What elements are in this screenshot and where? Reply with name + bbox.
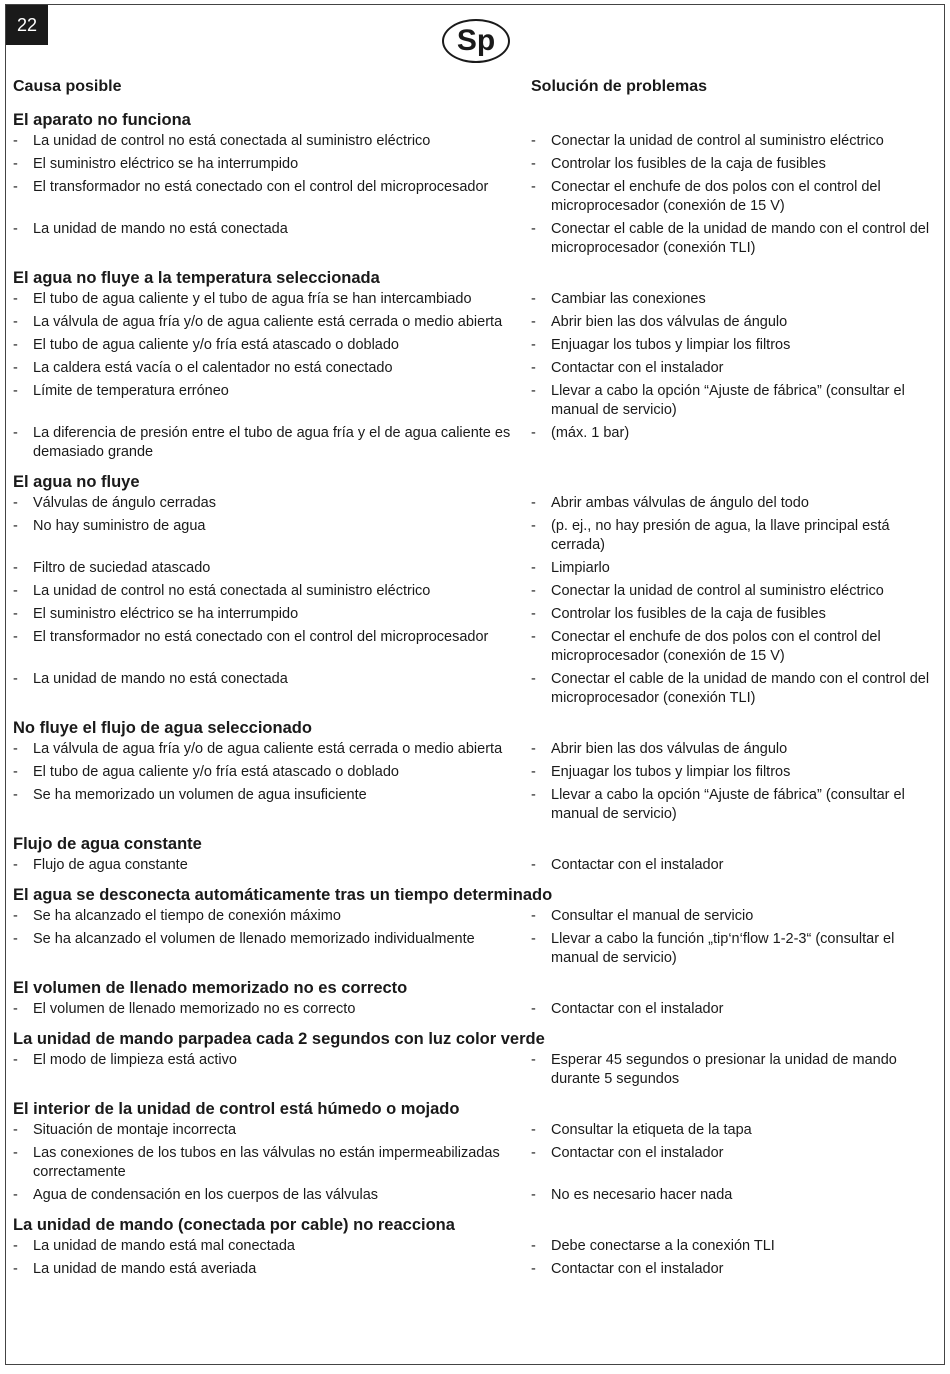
- solution-cell: [531, 786, 933, 824]
- cause-text: El tubo de agua caliente y/o fría está atascado o doblado: [33, 337, 399, 353]
- cause-cell: [13, 1144, 531, 1182]
- bullet-dash: -: [531, 179, 536, 195]
- cause-text: La unidad de control no está conectada al suministro eléctrico: [33, 133, 431, 149]
- table-row: [13, 856, 933, 875]
- solution-text: Abrir ambas válvulas de ángulo del todo: [551, 495, 809, 511]
- bullet-dash: -: [531, 857, 536, 873]
- solution-cell: [531, 740, 933, 759]
- solution-text: Conectar el enchufe de dos polos con el control del microprocesador (conexión de 15 V): [551, 179, 881, 214]
- bullet-dash: -: [531, 908, 536, 924]
- bullet-dash: -: [13, 221, 18, 237]
- table-row: [13, 382, 933, 420]
- bullet-dash: -: [13, 518, 18, 534]
- bullet-dash: -: [531, 156, 536, 172]
- solution-cell: [531, 424, 933, 462]
- table-row: [13, 1260, 933, 1279]
- language-badge: Sp: [442, 19, 510, 63]
- cause-cell: [13, 786, 531, 824]
- solution-cell: [531, 930, 933, 968]
- table-row: [13, 220, 933, 258]
- solution-column-header: Solución de problemas: [531, 78, 708, 95]
- bullet-dash: -: [13, 291, 18, 307]
- bullet-dash: -: [13, 671, 18, 687]
- table-row: [13, 1144, 933, 1182]
- cause-cell: [13, 763, 531, 782]
- cause-text: El volumen de llenado memorizado no es correcto: [33, 1001, 356, 1017]
- solution-cell: [531, 907, 933, 926]
- solution-text: Llevar a cabo la opción “Ajuste de fábrica” (consultar el manual de servicio): [551, 383, 905, 418]
- bullet-dash: -: [531, 1001, 536, 1017]
- bullet-dash: -: [531, 291, 536, 307]
- table-row: [13, 178, 933, 216]
- cause-cell: [13, 740, 531, 759]
- bullet-dash: -: [531, 133, 536, 149]
- solution-text: Llevar a cabo la función „tip‘n‘flow 1-2-3“ (consultar el manual de servicio): [551, 931, 895, 966]
- cause-cell: [13, 559, 531, 578]
- section-title: El volumen de llenado memorizado no es correcto: [13, 979, 408, 997]
- table-row: [13, 628, 933, 666]
- bullet-dash: -: [531, 1238, 536, 1254]
- bullet-dash: -: [531, 671, 536, 687]
- solution-text: Consultar la etiqueta de la tapa: [551, 1122, 752, 1138]
- solution-cell: [531, 670, 933, 708]
- solution-text: Conectar el cable de la unidad de mando con el control del microprocesador (conexión TLI): [551, 671, 930, 706]
- solution-text: (p. ej., no hay presión de agua, la llave principal está cerrada): [551, 518, 890, 553]
- bullet-dash: -: [13, 314, 18, 330]
- cause-text: El tubo de agua caliente y el tubo de agua fría se han intercambiado: [33, 291, 472, 307]
- cause-text: No hay suministro de agua: [33, 518, 206, 534]
- bullet-dash: -: [13, 337, 18, 353]
- cause-text: Flujo de agua constante: [33, 857, 188, 873]
- cause-text: Se ha alcanzado el tiempo de conexión máximo: [33, 908, 341, 924]
- bullet-dash: -: [531, 360, 536, 376]
- bullet-dash: -: [13, 425, 18, 441]
- bullet-dash: -: [531, 764, 536, 780]
- cause-cell: [13, 1000, 531, 1019]
- solution-cell: [531, 856, 933, 875]
- solution-cell: [531, 382, 933, 420]
- solution-cell: [531, 605, 933, 624]
- solution-text: Conectar la unidad de control al suministro eléctrico: [551, 133, 884, 149]
- cause-text: Límite de temperatura erróneo: [33, 383, 229, 399]
- bullet-dash: -: [531, 314, 536, 330]
- cause-cell: [13, 1121, 531, 1140]
- cause-cell: [13, 220, 531, 258]
- bullet-dash: -: [531, 495, 536, 511]
- table-row: [13, 1186, 933, 1205]
- troubleshooting-table: [13, 108, 933, 1283]
- table-row: [13, 359, 933, 378]
- solution-text: No es necesario hacer nada: [551, 1187, 733, 1203]
- cause-cell: [13, 1186, 531, 1205]
- cause-text: La unidad de mando está mal conectada: [33, 1238, 295, 1254]
- section-title: La unidad de mando parpadea cada 2 segundos con luz color verde: [13, 1030, 545, 1048]
- solution-cell: [531, 494, 933, 513]
- cause-text: Situación de montaje incorrecta: [33, 1122, 237, 1138]
- cause-cell: [13, 582, 531, 601]
- bullet-dash: -: [531, 1052, 536, 1068]
- bullet-dash: -: [531, 560, 536, 576]
- bullet-dash: -: [531, 1145, 536, 1161]
- solution-cell: [531, 1237, 933, 1256]
- bullet-dash: -: [13, 764, 18, 780]
- solution-cell: [531, 155, 933, 174]
- cause-cell: [13, 670, 531, 708]
- solution-cell: [531, 1144, 933, 1182]
- bullet-dash: -: [13, 1187, 18, 1203]
- bullet-dash: -: [13, 1052, 18, 1068]
- bullet-dash: -: [13, 1001, 18, 1017]
- bullet-dash: -: [531, 931, 536, 947]
- cause-text: La unidad de mando está averiada: [33, 1261, 257, 1277]
- solution-text: Enjuagar los tubos y limpiar los filtros: [551, 337, 791, 353]
- cause-text: Las conexiones de los tubos en las válvulas no están impermeabilizadas correctamente: [33, 1145, 500, 1180]
- table-row: [13, 930, 933, 968]
- solution-text: Contactar con el instalador: [551, 857, 724, 873]
- solution-text: Llevar a cabo la opción “Ajuste de fábrica” (consultar el manual de servicio): [551, 787, 905, 822]
- table-row: [13, 605, 933, 624]
- section-title: El agua no fluye: [13, 473, 140, 491]
- solution-cell: [531, 628, 933, 666]
- solution-cell: [531, 1260, 933, 1279]
- cause-text: La unidad de mando no está conectada: [33, 671, 288, 687]
- bullet-dash: -: [531, 583, 536, 599]
- bullet-dash: -: [531, 1122, 536, 1138]
- cause-text: El suministro eléctrico se ha interrumpido: [33, 606, 299, 622]
- cause-cell: [13, 907, 531, 926]
- solution-text: Contactar con el instalador: [551, 1001, 724, 1017]
- solution-text: (máx. 1 bar): [551, 425, 630, 441]
- cause-cell: [13, 517, 531, 555]
- solution-text: Controlar los fusibles de la caja de fusibles: [551, 606, 826, 622]
- solution-cell: [531, 290, 933, 309]
- table-row: [13, 1237, 933, 1256]
- cause-cell: [13, 930, 531, 968]
- bullet-dash: -: [531, 606, 536, 622]
- cause-cell: [13, 382, 531, 420]
- bullet-dash: -: [13, 1261, 18, 1277]
- solution-cell: [531, 336, 933, 355]
- solution-text: Conectar la unidad de control al suministro eléctrico: [551, 583, 884, 599]
- solution-cell: [531, 220, 933, 258]
- cause-cell: [13, 1237, 531, 1256]
- cause-cell: [13, 424, 531, 462]
- bullet-dash: -: [13, 156, 18, 172]
- solution-text: Conectar el cable de la unidad de mando con el control del microprocesador (conexión TLI): [551, 221, 930, 256]
- cause-text: La unidad de mando no está conectada: [33, 221, 288, 237]
- solution-cell: [531, 1121, 933, 1140]
- cause-cell: [13, 605, 531, 624]
- section-title: Flujo de agua constante: [13, 835, 202, 853]
- bullet-dash: -: [13, 383, 18, 399]
- table-row: [13, 155, 933, 174]
- cause-cell: [13, 856, 531, 875]
- table-row: [13, 313, 933, 332]
- solution-cell: [531, 559, 933, 578]
- solution-text: Enjuagar los tubos y limpiar los filtros: [551, 764, 791, 780]
- page-number: 22: [6, 5, 48, 45]
- solution-cell: [531, 132, 933, 151]
- bullet-dash: -: [13, 931, 18, 947]
- bullet-dash: -: [13, 360, 18, 376]
- table-row: [13, 132, 933, 151]
- solution-cell: [531, 1000, 933, 1019]
- cause-text: Válvulas de ángulo cerradas: [33, 495, 216, 511]
- solution-text: Consultar el manual de servicio: [551, 908, 754, 924]
- bullet-dash: -: [531, 518, 536, 534]
- solution-text: Contactar con el instalador: [551, 360, 724, 376]
- bullet-dash: -: [531, 221, 536, 237]
- table-row: [13, 494, 933, 513]
- solution-cell: [531, 313, 933, 332]
- bullet-dash: -: [531, 337, 536, 353]
- cause-cell: [13, 1260, 531, 1279]
- cause-cell: [13, 1051, 531, 1089]
- section-title: No fluye el flujo de agua seleccionado: [13, 719, 312, 737]
- table-row: [13, 582, 933, 601]
- bullet-dash: -: [13, 741, 18, 757]
- section-title: El aparato no funciona: [13, 111, 191, 129]
- table-row: [13, 517, 933, 555]
- section-title: El interior de la unidad de control está húmedo o mojado: [13, 1100, 460, 1118]
- bullet-dash: -: [531, 1187, 536, 1203]
- cause-text: La caldera está vacía o el calentador no está conectado: [33, 360, 393, 376]
- cause-text: Se ha memorizado un volumen de agua insuficiente: [33, 787, 367, 803]
- solution-text: Controlar los fusibles de la caja de fusibles: [551, 156, 826, 172]
- table-row: [13, 786, 933, 824]
- bullet-dash: -: [13, 857, 18, 873]
- bullet-dash: -: [13, 629, 18, 645]
- table-row: [13, 763, 933, 782]
- bullet-dash: -: [531, 787, 536, 803]
- solution-cell: [531, 359, 933, 378]
- bullet-dash: -: [13, 179, 18, 195]
- cause-text: La válvula de agua fría y/o de agua caliente está cerrada o medio abierta: [33, 741, 503, 757]
- solution-cell: [531, 178, 933, 216]
- table-row: [13, 907, 933, 926]
- cause-cell: [13, 313, 531, 332]
- cause-text: Se ha alcanzado el volumen de llenado memorizado individualmente: [33, 931, 475, 947]
- solution-text: Abrir bien las dos válvulas de ángulo: [551, 314, 788, 330]
- bullet-dash: -: [13, 133, 18, 149]
- solution-cell: [531, 1186, 933, 1205]
- section-title: La unidad de mando (conectada por cable) no reacciona: [13, 1216, 455, 1234]
- solution-text: Debe conectarse a la conexión TLI: [551, 1238, 775, 1254]
- cause-text: El transformador no está conectado con el control del microprocesador: [33, 179, 489, 195]
- cause-text: La unidad de control no está conectada al suministro eléctrico: [33, 583, 431, 599]
- section-title: El agua se desconecta automáticamente tras un tiempo determinado: [13, 886, 553, 904]
- solution-text: Conectar el enchufe de dos polos con el control del microprocesador (conexión de 15 V): [551, 629, 881, 664]
- table-row: [13, 740, 933, 759]
- cause-cell: [13, 155, 531, 174]
- bullet-dash: -: [531, 1261, 536, 1277]
- table-row: [13, 290, 933, 309]
- cause-text: El tubo de agua caliente y/o fría está atascado o doblado: [33, 764, 399, 780]
- solution-text: Esperar 45 segundos o presionar la unidad de mando durante 5 segundos: [551, 1052, 897, 1087]
- cause-text: La válvula de agua fría y/o de agua caliente está cerrada o medio abierta: [33, 314, 503, 330]
- bullet-dash: -: [531, 425, 536, 441]
- bullet-dash: -: [13, 583, 18, 599]
- cause-text: El transformador no está conectado con el control del microprocesador: [33, 629, 489, 645]
- solution-cell: [531, 763, 933, 782]
- cause-text: La diferencia de presión entre el tubo de agua fría y el de agua caliente es demasiado grande: [33, 425, 511, 460]
- solution-text: Contactar con el instalador: [551, 1145, 724, 1161]
- cause-cell: [13, 628, 531, 666]
- bullet-dash: -: [13, 560, 18, 576]
- table-row: [13, 424, 933, 462]
- cause-cell: [13, 494, 531, 513]
- cause-text: El modo de limpieza está activo: [33, 1052, 237, 1068]
- bullet-dash: -: [13, 1145, 18, 1161]
- solution-cell: [531, 1051, 933, 1089]
- table-row: [13, 1000, 933, 1019]
- bullet-dash: -: [13, 787, 18, 803]
- solution-cell: [531, 582, 933, 601]
- cause-text: Agua de condensación en los cuerpos de las válvulas: [33, 1187, 379, 1203]
- bullet-dash: -: [13, 1122, 18, 1138]
- table-row: [13, 1051, 933, 1089]
- table-row: [13, 559, 933, 578]
- solution-text: Limpiarlo: [551, 560, 610, 576]
- cause-column-header: Causa posible: [13, 78, 122, 95]
- solution-cell: [531, 517, 933, 555]
- bullet-dash: -: [13, 908, 18, 924]
- cause-cell: [13, 359, 531, 378]
- bullet-dash: -: [13, 1238, 18, 1254]
- bullet-dash: -: [13, 495, 18, 511]
- cause-cell: [13, 178, 531, 216]
- solution-text: Contactar con el instalador: [551, 1261, 724, 1277]
- table-row: [13, 670, 933, 708]
- bullet-dash: -: [13, 606, 18, 622]
- bullet-dash: -: [531, 383, 536, 399]
- cause-text: El suministro eléctrico se ha interrumpido: [33, 156, 299, 172]
- cause-cell: [13, 336, 531, 355]
- section-title: El agua no fluye a la temperatura seleccionada: [13, 269, 380, 287]
- manual-page: [5, 4, 945, 1365]
- bullet-dash: -: [531, 741, 536, 757]
- table-row: [13, 1121, 933, 1140]
- table-row: [13, 336, 933, 355]
- bullet-dash: -: [531, 629, 536, 645]
- solution-text: Abrir bien las dos válvulas de ángulo: [551, 741, 788, 757]
- cause-text: Filtro de suciedad atascado: [33, 560, 211, 576]
- cause-cell: [13, 132, 531, 151]
- cause-cell: [13, 290, 531, 309]
- solution-text: Cambiar las conexiones: [551, 291, 706, 307]
